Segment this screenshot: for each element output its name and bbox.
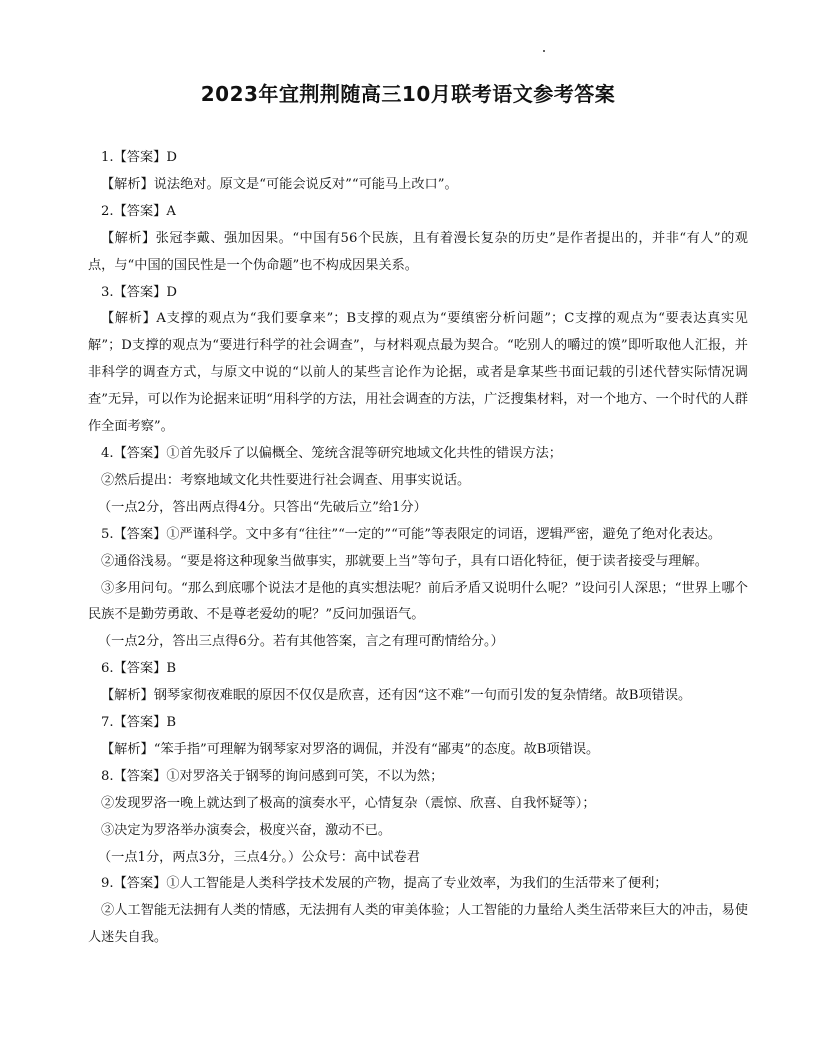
q5-scoring: （一点2分，答出三点得6分。若有其他答案，言之有理可酌情给分。） bbox=[98, 634, 504, 650]
q7-answer: 7.【答案】B bbox=[101, 715, 177, 731]
q4-answer: 4.【答案】①首先驳斥了以偏概全、笼统含混等研究地域文化共性的错误方法； bbox=[101, 445, 562, 461]
q4-scoring: （一点2分，答出两点得4分。只答出“先破后立”给1分） bbox=[98, 499, 427, 515]
q9-point-2: ②人工智能无法拥有人类的情感，无法拥有人类的审美体验；人工智能的力量给人类生活带来巨大的冲击，易使人迷失自我。 bbox=[88, 903, 748, 946]
page-title: 2023年宜荆荆随高三10月联考语文参考答案 bbox=[200, 82, 616, 106]
q5-point-3: ③多用问句。“那么到底哪个说法才是他的真实想法呢？前后矛盾又说明什么呢？”设问引人深思；“世界上哪个民族不是勤劳勇敢、不是尊老爱幼的呢？”反问加强语气。 bbox=[88, 580, 748, 623]
q3-answer: 3.【答案】D bbox=[101, 284, 177, 300]
q9-answer: 9.【答案】①人工智能是人类科学技术发展的产物，提高了专业效率，为我们的生活带来了便利； bbox=[101, 876, 668, 892]
q3-analysis: 【解析】A支撑的观点为“我们要拿来”；B支撑的观点为“要缜密分析问题”；C支撑的观点为“要表达真实见解”；D支撑的观点为“要进行科学的社会调查”，与材料观点最为契合。“吃别人的嚼过的馍”即听取他人汇报，并非科学的调查方式，与原文中说的“以前人的某些言论作为论据，或者是拿某些书面记载的引述代替实际情况调查”无异，可以作为论据来证明“用科学的方法，用社会调查的方法，广泛搜集材料，对一个地方、一个时代的人群作全面考察”。 bbox=[88, 311, 748, 435]
q6-analysis: 【解析】钢琴家彻夜难眠的原因不仅仅是欣喜，还有因“这不难”一句而引发的复杂情绪。故B项错误。 bbox=[101, 688, 692, 704]
q8-scoring: （一点1分，两点3分，三点4分。）公众号：高中试卷君 bbox=[98, 849, 420, 865]
q5-answer: 5.【答案】①严谨科学。文中多有“往往”“一定的”“可能”等表限定的词语，逻辑严密，避免了绝对化表达。 bbox=[101, 526, 722, 542]
q1-answer: 1.【答案】D bbox=[101, 150, 177, 165]
q4-point-2: ②然后提出：考察地域文化共性要进行社会调查、用事实说话。 bbox=[101, 472, 471, 488]
answer-body bbox=[88, 145, 748, 952]
scan-speck bbox=[543, 50, 545, 52]
q6-answer: 6.【答案】B bbox=[101, 661, 177, 677]
q8-answer: 8.【答案】①对罗洛关于钢琴的询问感到可笑，不以为然； bbox=[101, 768, 444, 784]
q8-point-2: ②发现罗洛一晚上就达到了极高的演奏水平，心情复杂（震惊、欣喜、自我怀疑等）； bbox=[101, 795, 596, 811]
q2-analysis: 【解析】张冠李戴、强加因果。“中国有56个民族，且有着漫长复杂的历史”是作者提出的，并非“有人”的观点，与“中国的国民性是一个伪命题”也不构成因果关系。 bbox=[88, 230, 748, 273]
q1-analysis: 【解析】说法绝对。原文是“可能会说反对”“可能马上改口”。 bbox=[101, 176, 458, 192]
q2-answer: 2.【答案】A bbox=[101, 203, 176, 219]
q5-point-2: ②通俗浅易。“要是将这种现象当做事实，那就要上当”等句子，具有口语化特征，便于读者接受与理解。 bbox=[101, 553, 708, 569]
q8-point-3: ③决定为罗洛举办演奏会，极度兴奋，激动不已。 bbox=[101, 822, 392, 838]
q7-analysis: 【解析】“笨手指”可理解为钢琴家对罗洛的调侃，并没有“鄙夷”的态度。故B项错误。 bbox=[101, 741, 600, 757]
